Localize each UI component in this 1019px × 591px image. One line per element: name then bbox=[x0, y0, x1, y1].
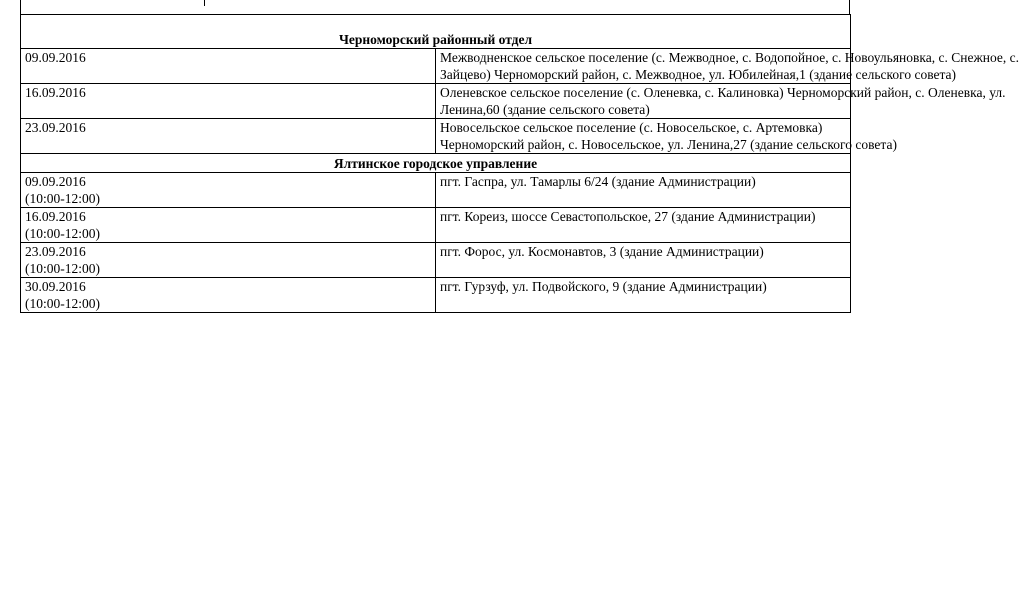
table-row bbox=[21, 278, 851, 313]
place-text: Оленевское сельское поселение (с. Оленевка, с. Калиновка) Черноморский район, с. Оленевка, ул. bbox=[440, 85, 1006, 100]
place-cell bbox=[436, 278, 851, 313]
table-row bbox=[21, 119, 851, 154]
date-cell bbox=[21, 119, 436, 154]
place-cell bbox=[436, 243, 851, 278]
place-cell bbox=[436, 173, 851, 208]
place-text: пгт. Гурзуф, ул. Подвойского, 9 (здание Администрации) bbox=[440, 279, 767, 294]
place-text: Новосельское сельское поселение (с. Новосельское, с. Артемовка) bbox=[440, 120, 823, 135]
place-text: пгт. Гаспра, ул. Тамарлы 6/24 (здание Администрации) bbox=[440, 174, 756, 189]
section-header-row bbox=[21, 15, 851, 49]
previous-table-edge bbox=[20, 0, 850, 14]
place-text: пгт. Кореиз, шоссе Севастопольское, 27 (здание Администрации) bbox=[440, 209, 816, 224]
date-text: 16.09.2016 bbox=[25, 85, 86, 100]
schedule-table bbox=[20, 14, 1019, 313]
section-title: Черноморский районный отдел bbox=[21, 15, 851, 49]
date-cell bbox=[21, 173, 436, 208]
date-text: 23.09.2016 bbox=[25, 244, 86, 259]
time-text: (10:00-12:00) bbox=[25, 296, 100, 311]
place-text: Межводненское сельское поселение (с. Межводное, с. Водопойное, с. Новоульяновка, с. Снежное, с. bbox=[440, 50, 1019, 65]
date-cell bbox=[21, 278, 436, 313]
column-divider-stub bbox=[204, 0, 205, 6]
place-text: Черноморский район, с. Новосельское, ул. Ленина,27 (здание сельского совета) bbox=[440, 137, 897, 152]
place-cell bbox=[436, 119, 897, 154]
section-header-row bbox=[21, 154, 851, 173]
place-text: Зайцево) Черноморский район, с. Межводное, ул. Юбилейная,1 (здание сельского совета) bbox=[440, 67, 957, 82]
date-text: 16.09.2016 bbox=[25, 209, 86, 224]
date-cell bbox=[21, 243, 436, 278]
table-row bbox=[21, 49, 851, 84]
date-text: 23.09.2016 bbox=[25, 120, 86, 135]
table-row bbox=[21, 173, 851, 208]
date-cell bbox=[21, 84, 436, 119]
time-text: (10:00-12:00) bbox=[25, 226, 100, 241]
place-cell bbox=[436, 49, 1019, 84]
place-text: пгт. Форос, ул. Космонавтов, 3 (здание Администрации) bbox=[440, 244, 764, 259]
table-row bbox=[21, 208, 851, 243]
place-cell bbox=[436, 84, 1006, 119]
table-row bbox=[21, 84, 851, 119]
date-cell bbox=[21, 208, 436, 243]
table-row bbox=[21, 243, 851, 278]
time-text: (10:00-12:00) bbox=[25, 191, 100, 206]
date-text: 09.09.2016 bbox=[25, 50, 86, 65]
place-text: Ленина,60 (здание сельского совета) bbox=[440, 102, 650, 117]
date-text: 09.09.2016 bbox=[25, 174, 86, 189]
date-cell bbox=[21, 49, 436, 84]
date-text: 30.09.2016 bbox=[25, 279, 86, 294]
place-cell bbox=[436, 208, 851, 243]
time-text: (10:00-12:00) bbox=[25, 261, 100, 276]
section-title: Ялтинское городское управление bbox=[21, 154, 851, 173]
schedule-table-body bbox=[21, 15, 1019, 313]
